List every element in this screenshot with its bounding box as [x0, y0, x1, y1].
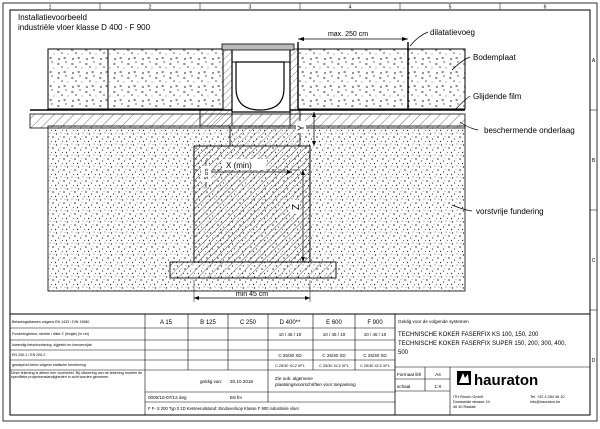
- max-width-label: max. 250 cm: [327, 31, 369, 38]
- class-header: E 600: [326, 320, 342, 326]
- class-header: A 15: [159, 320, 173, 326]
- row-marker: C: [591, 258, 596, 264]
- column-marker: 6: [543, 4, 547, 11]
- scale-value: 1:X: [434, 384, 442, 389]
- company-address: Dorstseide strasse 24: [453, 400, 490, 404]
- x-min-label: X (min): [226, 161, 252, 170]
- drawing-title: Installatievoorbeeld: [18, 13, 87, 22]
- row-marker: B: [591, 158, 596, 164]
- tb-row-label: Inwendig betonfundering: zijgeleid en toevoerzijde: [12, 343, 92, 347]
- row-marker: A: [591, 58, 596, 64]
- company-tel: Tel. +32 4 284 46 10: [530, 395, 565, 399]
- company-name: hauraton: [474, 372, 539, 389]
- thickness-value: 10 / 45 / 10: [322, 332, 346, 337]
- valid-date: 20.10.2018: [230, 379, 253, 384]
- tb-notes: Deze tekening is alleen een voorbeeld. Bij uitvoering van de tekening moeten de specifieke projectomstandigheden in acht worden genomen.: [11, 371, 143, 380]
- label-protective-layer: beschermende onderlaag: [484, 126, 575, 135]
- min-width-label: min 45 cm: [235, 291, 269, 298]
- concrete-value: C 25/30 XC2 XF1: [319, 364, 349, 368]
- column-marker: 3: [248, 4, 252, 11]
- column-marker: 4: [348, 4, 352, 11]
- channel-grate: [222, 44, 294, 50]
- base-plate-right-outer: [408, 49, 465, 109]
- tb-row-label: Funderingbeton: sterkte / dikte Z (lengte) (in cm): [12, 332, 89, 336]
- concrete-value: C 25/30 XD: [363, 353, 387, 358]
- drawing-revision: E8 fm: [230, 395, 242, 400]
- product-line: TECHNISCHE KOKER FASERFIX SUPER 150, 200, 300, 400,: [398, 341, 567, 347]
- drawing-subtitle: industriële vloer klasse D 400 - F 900: [18, 23, 151, 32]
- concrete-value: C 25/30 XD: [322, 353, 346, 358]
- column-marker: 1: [48, 4, 52, 11]
- product-line: TECHNISCHE KOKER FASERFIX KS 100, 150, 200: [398, 332, 539, 338]
- base-plate-left: [48, 49, 108, 109]
- class-header: D 400**: [279, 320, 301, 326]
- tb-row-label: gewapend beton volgens statische berekening: [12, 363, 86, 367]
- label-sliding-film: Glijdende film: [473, 92, 522, 101]
- company-address: 46 40 Rastatt: [453, 405, 476, 409]
- general-note: Zie ook: algemene: [275, 376, 313, 381]
- company-address: ITH Ruurlo GmbH: [453, 395, 484, 399]
- small-dimension-label: 5 cm: [204, 168, 210, 180]
- base-plate-right: [298, 49, 408, 109]
- class-header: B 125: [200, 320, 216, 326]
- general-note: plaatsingsvoorschriften voor toepassing: [275, 382, 356, 387]
- valid-label: geldig van:: [200, 379, 223, 384]
- product-line: 500: [398, 350, 409, 356]
- thickness-value: 10 / 45 / 10: [363, 332, 387, 337]
- class-header: C 250: [239, 320, 257, 326]
- format-value: A4: [435, 372, 441, 377]
- lean-concrete-slab: [170, 262, 336, 278]
- column-marker: 5: [448, 4, 452, 11]
- z-label: Z: [291, 203, 302, 211]
- thickness-value: 10 / 45 / 10: [278, 332, 302, 337]
- label-base-plate: Bodemplaat: [473, 53, 516, 62]
- company-email: info@hauraton.be: [530, 400, 561, 404]
- channel-inner-profile: [236, 62, 284, 110]
- concrete-value: C 25/30 XC2 XF1: [360, 364, 390, 368]
- class-header: F 900: [367, 320, 383, 326]
- drawing-number: 0000/10-07/12 deg: [148, 395, 187, 400]
- tb-row-label: EN 206-1 / EN 206-2: [12, 353, 46, 357]
- base-plate-left-inner: [108, 49, 223, 109]
- concrete-value: C 25/30 XC2 XF1: [275, 364, 305, 368]
- drawing-footer: F F- S 200 Typ 0 1D Kenteeruitstand: Eindoverloop Klasse F 900 industriele vloer: [148, 406, 299, 411]
- format-label: Formaat lith: [397, 372, 422, 377]
- y-label: Y: [296, 124, 306, 132]
- scale-label: schaal: [397, 384, 411, 389]
- row-marker: D: [591, 358, 596, 364]
- concrete-value: C 25/30 XD: [278, 353, 302, 358]
- product-header: Geldig voor de volgende systemen: [398, 319, 469, 324]
- label-dilatation-joint: dilatatievoeg: [430, 28, 475, 37]
- column-marker: 2: [148, 4, 152, 11]
- tb-row-label: Belastingsklassen volgens EN 1433 / DIN 19580: [12, 320, 90, 324]
- label-frost-free-foundation: vorstvrije fundering: [476, 207, 544, 216]
